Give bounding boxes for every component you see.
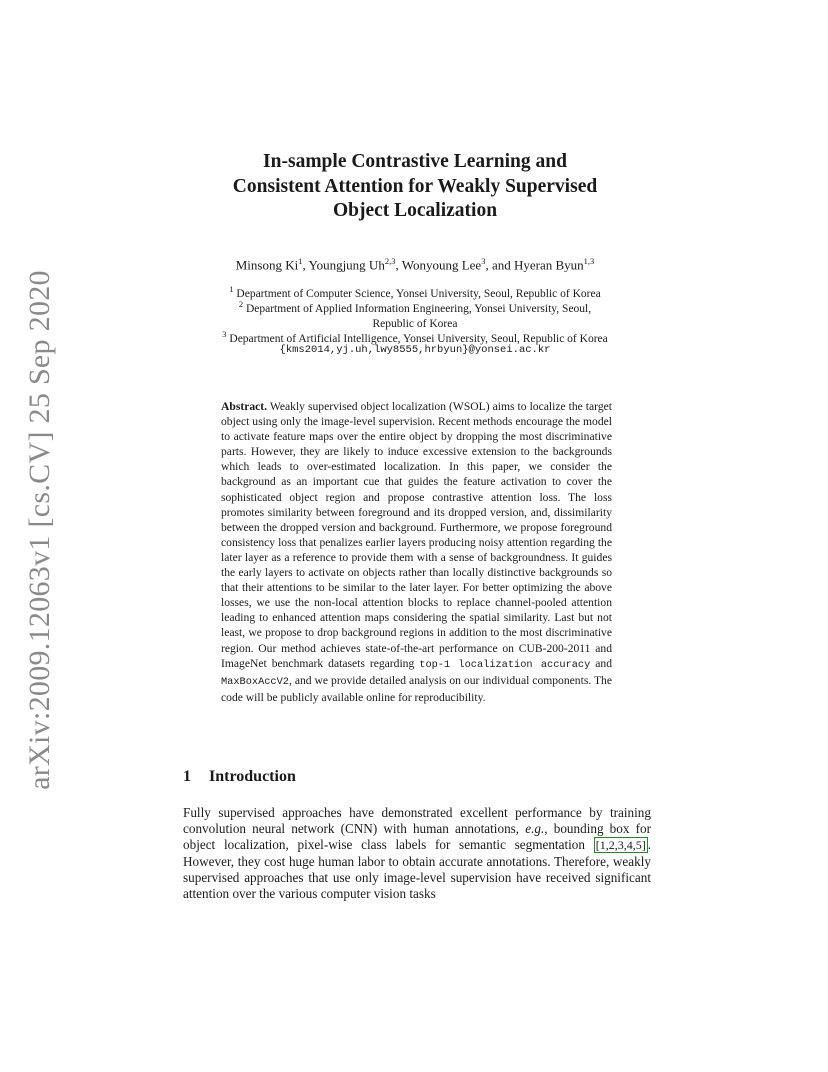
affiliation-1-number: 1 <box>229 284 234 294</box>
section-title: Introduction <box>209 768 296 785</box>
abstract-text-1: Weakly supervised object localization (WSOL) aims to localize the target object using only the image-level supervision. Recent methods encourage the model to activate feature maps over the entire object by dropping the most discriminative parts. However, they are likely to induce excessive extension to the backgrounds which leads to over-estimated localization. In this paper, we consider the background as an important cue that guides the feature activation to cover the sophisticated object region and propose contrastive attention loss. The loss promotes similarity between foreground and its dropped version, and, dissimilarity between the dropped version and background. Furthermore, we propose foreground consistency loss that penalizes earlier layers producing noisy attention regarding the later layer as a reference to provide them with a sense of backgroundness. It guides the early layers to activate on objects rather than locally distinctive backgrounds so that their attentions to be similar to the later layer. For better optimizing the above losses, we use the non-local attention blocks to replace channel-pooled attention leading to enhanced attention maps considering the spatial similarity. Last but not least, we propose to drop background regions in addition to the most discriminative region. Our method achieves state-of-the-art performance on CUB-200-2011 and ImageNet benchmark datasets regarding <box>221 400 612 670</box>
author-1: Minsong Ki <box>235 257 299 273</box>
intro-eg: e.g. <box>525 821 545 837</box>
author-4: Hyeran Byun <box>513 257 584 273</box>
author-4-affil: 1,3 <box>583 256 595 266</box>
title-line-3: Object Localization <box>332 200 498 221</box>
title-line-2: Consistent Attention for Weakly Supervised <box>232 175 598 197</box>
citation-link[interactable]: [1,2,3,4,5] <box>595 838 646 853</box>
author-separator: , and <box>485 257 514 273</box>
author-emails: {kms2014,yj.uh,lwy8555,hrbyun}@yonsei.ac.kr <box>279 344 551 356</box>
author-2-affil: 2,3 <box>384 256 396 266</box>
abstract-label: Abstract. <box>221 400 268 413</box>
author-3: Wonyoung Lee <box>401 257 482 273</box>
section-heading <box>183 768 296 786</box>
intro-text-1: Fully supervised approaches have demonstrated excellent performance by training convolution neural network (CNN) with human annotations, <box>183 805 651 837</box>
intro-text-3: . However, they cost huge human labor to obtain accurate annotations. Therefore, weakly supervised approaches that use only image-level supervision have received significant attention over the various computer vision tasks <box>183 837 651 902</box>
intro-paragraph <box>183 805 651 902</box>
author-list <box>130 252 700 274</box>
section-number: 1 <box>183 768 191 785</box>
abstract <box>221 399 612 705</box>
affiliation-2-text-cont: Republic of Korea <box>372 318 458 331</box>
affiliation-1-text: Department of Computer Science, Yonsei University, Seoul, Republic of Korea <box>236 287 601 300</box>
affiliation-3-text: Department of Artificial Intelligence, Yonsei University, Seoul, Republic of Korea <box>229 332 608 345</box>
abstract-code-1: top-1 localization accuracy <box>419 658 591 671</box>
abstract-text-3: , and we provide detailed analysis on our individual components. The code will be publicly available online for reproducibility. <box>221 673 612 704</box>
abstract-text-2: and <box>590 656 613 670</box>
author-2: Youngjung Uh <box>308 257 385 273</box>
intro-text-2: , bounding box for object localization, pixel-wise class labels for semantic segmentation <box>183 821 651 853</box>
author-separator: , <box>302 257 309 273</box>
arxiv-side-stamp <box>18 270 62 790</box>
affiliation-2-number: 2 <box>238 299 244 309</box>
author-separator: , <box>395 257 402 273</box>
paper-title <box>150 150 680 224</box>
affiliation-2-text: Department of Applied Information Engineering, Yonsei University, Seoul, <box>245 302 592 315</box>
affiliation-3-number: 3 <box>222 329 227 339</box>
author-3-affil: 3 <box>481 256 486 266</box>
author-1-affil: 1 <box>298 256 303 266</box>
title-line-1: In-sample Contrastive Learning and <box>263 151 567 172</box>
arxiv-id: arXiv:2009.12063v1 [cs.CV] 25 Sep 2020 <box>23 270 56 790</box>
abstract-code-2: MaxBoxAccV2 <box>221 675 289 688</box>
